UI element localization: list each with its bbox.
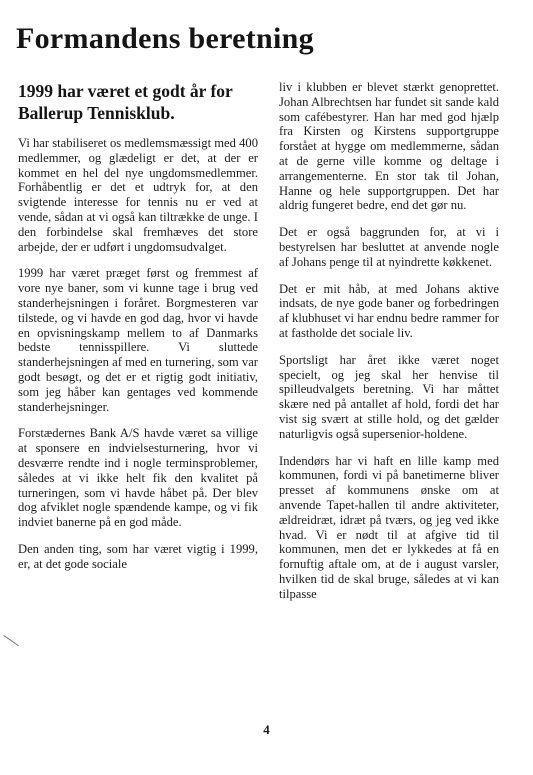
- paragraph: liv i klubben er blevet stærkt genoprettet. Johan Albrechtsen har fundet sit sande kald som cafébestyrer. Han har med god hjælp fra Kirsten og Kirstens supportgruppe forstået at hygge om medlemmerne, sådan at de gerne ville komme og deltage i arrangementerne. En stor tak til Johan, Hanne og hele supportgruppen. Det har aldrig fungeret bedre, end det gør nu.: [279, 80, 499, 213]
- paragraph: Forstædernes Bank A/S havde været sa villige at sponsere en indvielsesturnering, hvor vi desværre rendte ind i nogle terminsproblemer, således at vi ikke helt fik den kvalitet på turneringen, som vi havde håbet på. Der blev dog afviklet nogle spændende kampe, og vi fik indviet banerne på en god måde.: [18, 426, 258, 530]
- paragraph: Det er mit håb, at med Johans aktive indsats, de nye gode baner og forbedringen af klubhuset vi har endnu bedre rammer for at fastholde det sociale liv.: [279, 281, 499, 340]
- page-number: 4: [263, 722, 270, 737]
- scan-mark: [3, 635, 18, 646]
- left-column: [18, 74, 258, 584]
- paragraph: Indendørs har vi haft en lille kamp med kommunen, fordi vi på banetimerne bliver presset af kommunens ønske om at anvende Tapet-hallen til andre aktiviteter, ældreidræt, idræt på tværs, og jeg ved ikke hvad. Vi er nødt til at afgive tid til kommunen, men det er lykkedes at få en fornuftig aftale om, at de i august varsler, hvilken tid de skal bruge, således at vi kan tilpasse: [279, 453, 499, 601]
- paragraph: Den anden ting, som har været vigtig i 1999, er, at det gode sociale: [18, 541, 258, 571]
- paragraph: Vi har stabiliseret os medlemsmæssigt med 400 medlemmer, og glædeligt er det, at der er kommet en hel del nye ungdomsmedlemmer. Forhåbentlig er det et udtryk for, at den svigtende interesse for tennis nu er ved at vende, sådan at vi også kan tiltrække de unge. I den forbindelse skal fremhæves det store arbejde, der er udført i ungdomsudvalget.: [18, 136, 258, 254]
- paragraph: Sportsligt har året ikke været noget specielt, og jeg skal her henvise til spilleudvalgets beretning. Vi har måttet skære ned på antallet af hold, fordi det har vist sig svært at stille hold, og det gælder naturligvis også supersenior-holdene.: [279, 352, 499, 441]
- paragraph: Det er også baggrunden for, at vi i bestyrelsen har besluttet at anvende nogle af Johans penge til at nyindrette køkkenet.: [279, 225, 499, 269]
- page-title: Formandens beretning: [16, 22, 314, 55]
- paragraph: 1999 har været præget først og fremmest af vore nye baner, som vi kunne tage i brug ved standerhejsningen i foråret. Borgmesteren var tilstede, og vi havde en god dag, hvor vi havde en opvisningskamp mellem to af Danmarks bedste tennisspillere. Vi sluttede standerhejsningen af med en turnering, som var godt besøgt, og det er et rigtig godt initiativ, som jeg håber kan gentages ved kommende standerhejsninger.: [18, 266, 258, 414]
- article-subtitle: 1999 har været et godt år for Ballerup Tennisklub.: [18, 81, 233, 123]
- right-column: [279, 80, 499, 614]
